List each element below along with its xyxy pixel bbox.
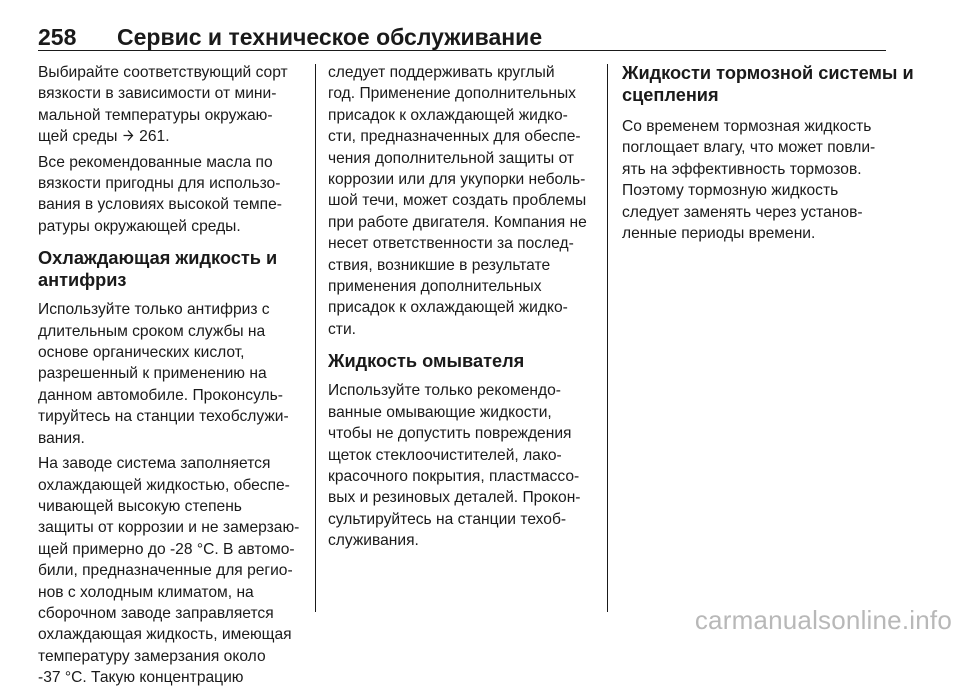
text-line: сти, предназначенных для обеспе- [328,128,581,146]
column-middle [328,62,598,556]
text-line: Со временем тормозная жидкость [622,118,872,135]
text-line: чения дополнительной защиты от [328,149,575,167]
text-line: сборочном заводе заправляется [38,604,274,622]
text-line: шой течи, может создать проблемы [328,192,587,210]
text-line: -37 °C. Такую концентрацию [38,669,244,687]
text-line: служивания. [328,532,419,550]
text-line: основе органических кислот, [38,344,245,362]
text-fragment: щей среды [38,128,118,146]
text-line: вания в условиях высокой темпе- [38,196,282,214]
text-line: вязкости в зависимости от мини- [38,85,277,103]
page-number: 258 [38,24,77,50]
text-line: температуру замерзания около [38,647,266,665]
text-line: год. Применение дополнительных [328,85,576,103]
text-line: сти. [328,320,356,338]
text-line: присадок к охлаждающей жидко- [328,106,568,124]
paragraph-factory-fill [38,453,308,688]
paragraph-recommended-oils [38,152,308,238]
page-header [38,20,886,51]
text-line: чтобы не допустить повреждения [328,425,572,443]
watermark: carmanualsonline.info [694,605,952,635]
paragraph-washer-fluid [328,380,598,551]
text-line: коррозии или для укупорки неболь- [328,171,586,189]
text-line: чивающей высокую степень [38,497,242,515]
running-title: Сервис и техническое обслуживание [117,24,543,50]
text-line: при работе двигателя. Компания не [328,213,587,231]
text-line: нов с холодным климатом, на [38,583,254,601]
text-line: поглощает влагу, что может повли- [622,139,876,157]
text-line: вязкости пригодны для использо- [38,175,281,193]
text-line: ленные периоды времени. [622,225,816,243]
text-line: ванные омывающие жидкости, [328,403,552,421]
column-divider [607,64,608,612]
text-line: били, предназначенные для регио- [38,562,293,580]
text-line: ять на эффективность тормозов. [622,160,862,178]
text-line: Используйте только антифриз с [38,301,270,319]
column-divider [315,64,316,612]
text-line: данном автомобиле. Проконсуль- [38,386,283,404]
text-line: длительным сроком службы на [38,322,266,340]
text-line: тируйтесь на станции техобслужи- [38,408,289,426]
text-line: ствия, возникшие в результате [328,256,551,274]
text-line: щеток стеклоочистителей, лако- [328,446,562,464]
text-line: разрешенный к применению на [38,365,267,383]
section-heading-brake-fluid [622,62,914,106]
text-line: несет ответственности за послед- [328,235,574,253]
page-reference-link[interactable] [122,126,170,147]
heading-line: Жидкость омывателя [328,351,525,372]
text-line: охлаждающей жидкостью, обеспе- [38,476,290,494]
text-line: вания. [38,429,85,447]
text-line: следует заменять через установ- [622,203,863,221]
text-line: щей примерно до -28 °C. В автомо- [38,540,295,558]
text-line: защиты от коррозии и не замерзаю- [38,519,300,537]
text-line: охлаждающая жидкость, имеющая [38,626,292,644]
text-line: красочного покрытия, пластмассо- [328,467,580,485]
heading-line: Жидкости тормозной системы и [622,63,914,83]
text-line: Поэтому тормозную жидкость [622,182,839,200]
paragraph-brake-fluid [622,116,887,244]
page-reference-number: 261. [139,128,170,146]
text-line: вых и резиновых деталей. Прокон- [328,489,581,507]
text-line: присадок к охлаждающей жидко- [328,299,568,317]
text-line: Используйте только рекомендо- [328,382,561,400]
paragraph-coolant-continued [328,62,598,340]
text-line: Выбирайте соответствующий сорт [38,64,288,81]
page-reference-arrow-icon [122,129,135,142]
text-line: следует поддерживать круглый [328,64,555,81]
text-line: применения дополнительных [328,278,542,296]
paragraph-viscosity [38,62,308,148]
column-left [38,62,308,693]
heading-line: сцепления [622,85,719,105]
text-line: Все рекомендованные масла по [38,153,273,171]
text-line: На заводе система заполняется [38,455,271,473]
heading-line: Охлаждающая жидкость и [38,248,278,269]
text-line: мальной температуры окружаю- [38,106,273,124]
section-heading-washer-fluid [328,350,598,372]
text-line: сультируйтесь на станции техоб- [328,510,567,528]
paragraph-antifreeze [38,299,308,449]
section-heading-coolant [38,247,308,291]
text-line: ратуры окружающей среды. [38,217,241,235]
text-line [38,126,308,147]
column-right [622,62,914,248]
heading-line: антифриз [38,270,127,291]
